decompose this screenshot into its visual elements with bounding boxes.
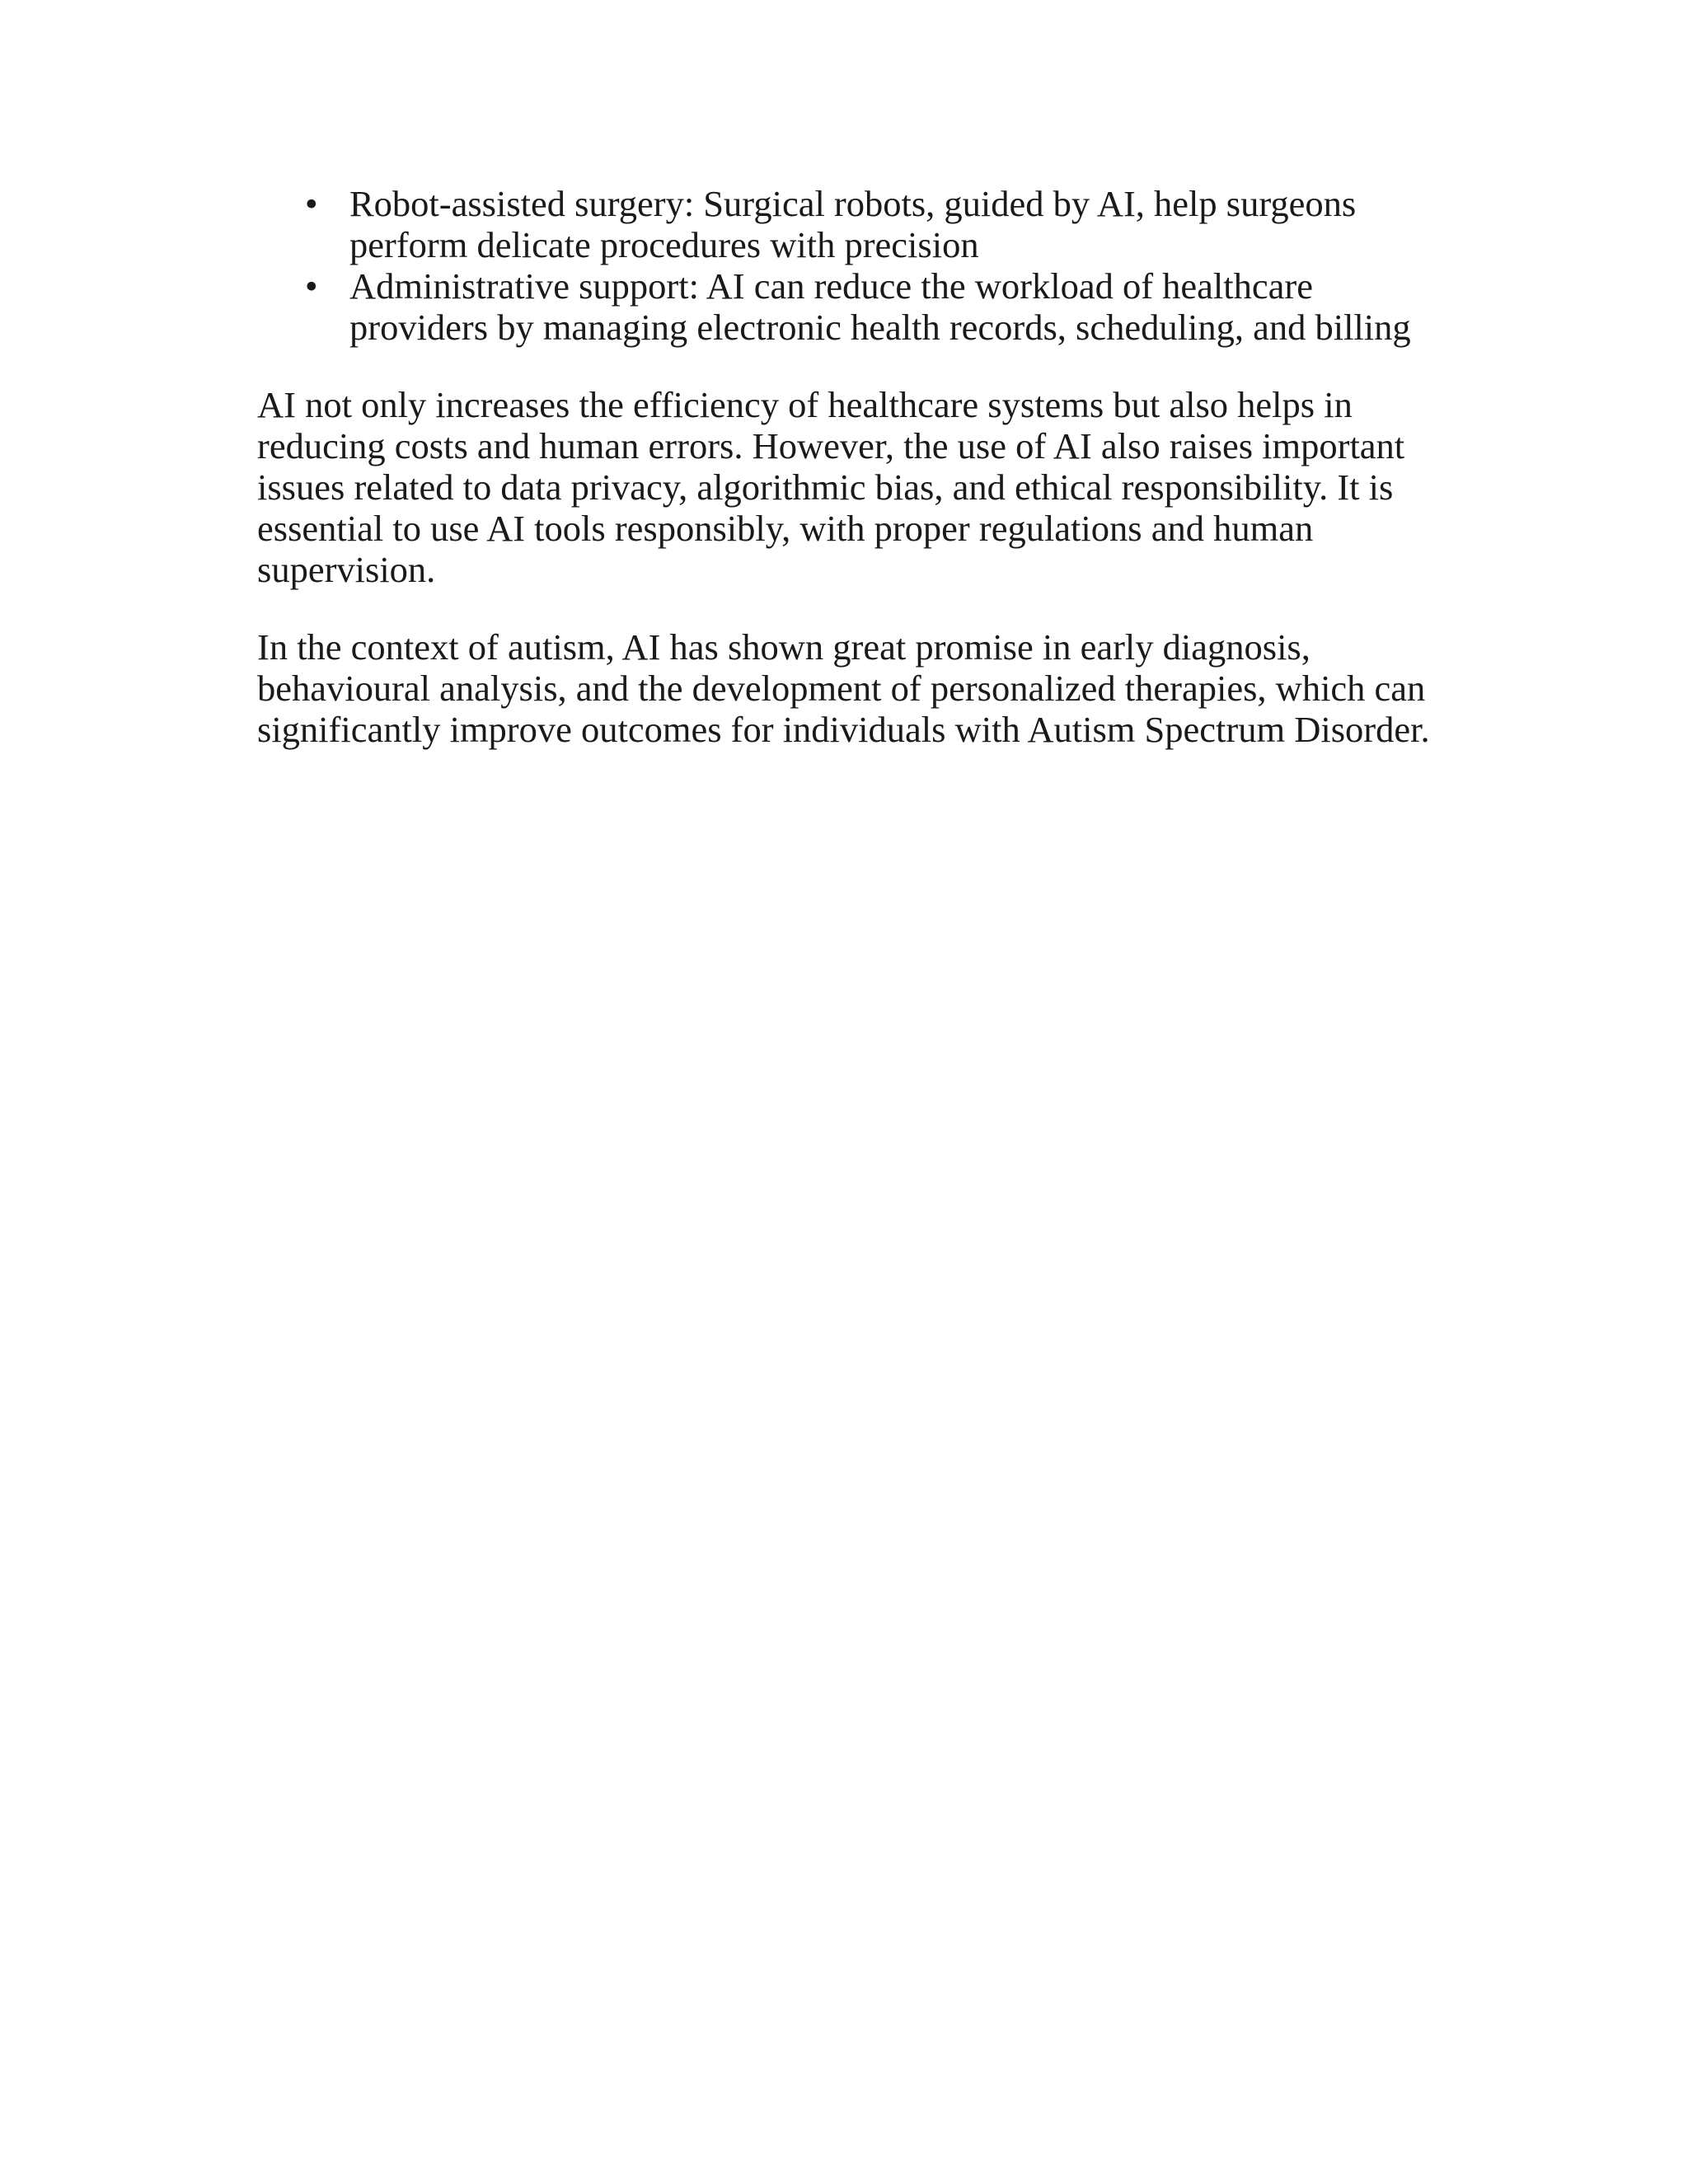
document-body xyxy=(257,183,1441,750)
bullet-list xyxy=(257,183,1441,348)
body-paragraph: In the context of autism, AI has shown great promise in early diagnosis, behavioural analysis, and the development of personalized therapies, which can significantly improve outcomes for individuals with Autism Spectrum Disorder. xyxy=(257,626,1430,750)
bullet-icon: • xyxy=(305,183,318,224)
body-paragraph: AI not only increases the efficiency of healthcare systems but also helps in reducing costs and human errors. However, the use of AI also raises important issues related to data privacy, algorithmic bias, and ethical responsibility. It is essential to use AI tools responsibly, with proper regulations and human supervision. xyxy=(257,384,1405,590)
list-item-text: Robot-assisted surgery: Surgical robots, guided by AI, help surgeons perform delicate procedures with precision xyxy=(349,183,1357,265)
bullet-icon: • xyxy=(305,265,318,307)
list-item-text: Administrative support: AI can reduce the workload of healthcare providers by managing electronic health records, scheduling, and billing xyxy=(349,265,1411,348)
list-item xyxy=(257,265,1441,348)
list-item xyxy=(257,183,1441,265)
